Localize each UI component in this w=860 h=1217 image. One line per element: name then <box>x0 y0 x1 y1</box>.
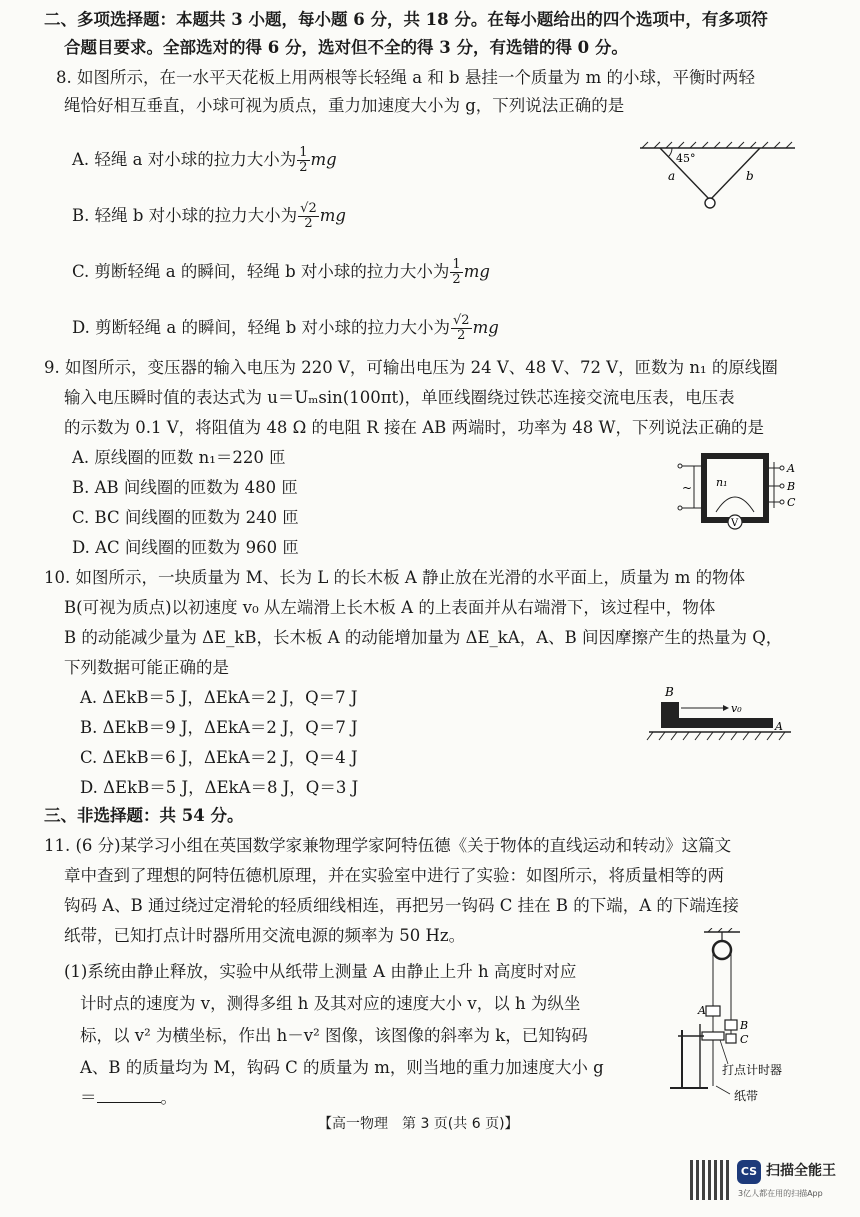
voltmeter-label: V <box>731 518 739 529</box>
angle-arc <box>668 148 672 157</box>
iron-core <box>704 456 766 520</box>
page-footer: 【高一物理 第 3 页(共 6 页)】 <box>318 1116 519 1132</box>
q11-stem-line4: 纸带，已知打点计时器所用交流电源的频率为 50 Hz。 <box>64 926 466 945</box>
q9-option-d: D. AC 间线圈的匝数为 960 匝 <box>72 538 299 557</box>
q9-option-b: B. AB 间线圈的匝数为 480 匝 <box>72 478 298 497</box>
answer-blank[interactable] <box>97 1088 161 1103</box>
camscanner-logo-icon: CS <box>737 1160 761 1184</box>
weight-a <box>706 1006 720 1016</box>
board-a <box>661 718 773 728</box>
q8-option-b: B. 轻绳 b 对小球的拉力大小为 $\frac{√2}{2}$ mg <box>72 201 346 231</box>
pulley <box>713 941 731 959</box>
q10-option-c: C. ΔEkB＝6 J，ΔEkA＝2 J，Q＝4 J <box>80 748 358 767</box>
q11-part1-line5: ＝ 。 <box>80 1088 177 1107</box>
section-3-heading: 三、非选择题：共 54 分。 <box>44 806 244 825</box>
board-a-label: A <box>775 720 783 733</box>
terminal-a: A <box>787 462 795 475</box>
q11-part1-line4: A、B 的质量均为 M，钩码 C 的质量为 m，则当地的重力加速度大小 g <box>80 1058 604 1077</box>
q9-stem-line2: 输入电压瞬时值的表达式为 u＝Uₘsin(100πt)，单匝线圈绕过铁芯连接交流电压表，电压表 <box>64 388 735 407</box>
section-2-heading-line1: 二、多项选择题：本题共 3 小题，每小题 6 分，共 18 分。在每小题给出的四个选项中，有多项符 <box>44 10 768 29</box>
weight-b <box>725 1020 737 1030</box>
q10-option-d: D. ΔEkB＝5 J，ΔEkA＝8 J，Q＝3 J <box>80 778 359 797</box>
block-b <box>661 702 679 718</box>
watermark-brand: 扫描全能王 <box>766 1163 836 1179</box>
q11-part1-line2: 计时点的速度为 v，测得多组 h 及其对应的速度大小 v，以 h 为纵坐 <box>80 994 581 1013</box>
ceiling-hatch <box>642 142 792 148</box>
q11-part1-line1: (1)系统由静止释放，实验中从纸带上测量 A 由静止上升 h 高度时对应 <box>64 962 577 981</box>
q10-stem-line3: B 的动能减少量为 ΔE_kB，长木板 A 的动能增加量为 ΔE_kA，A、B 间因摩擦产生的热量为 Q， <box>64 628 783 647</box>
q10-option-a: A. ΔEkB＝5 J，ΔEkA＝2 J，Q＝7 J <box>80 688 358 707</box>
q10-board-figure <box>645 682 795 744</box>
q11-stem-line1: 11. (6 分)某学习小组在英国数学家兼物理学家阿特伍德《关于物体的直线运动和转动》这篇文 <box>44 836 732 855</box>
q8-figure <box>630 140 800 220</box>
velocity-arrow-head <box>723 705 729 711</box>
angle-label: 45° <box>676 152 696 165</box>
block-b-label: B <box>665 685 674 699</box>
ball <box>705 198 715 208</box>
rope-a-label: a <box>668 169 676 183</box>
q9-stem-line3: 的示数为 0.1 V，将阻值为 48 Ω 的电阻 R 接在 AB 两端时，功率为 48 W，下列说法正确的是 <box>64 418 764 437</box>
q11-atwood-figure <box>660 928 810 1104</box>
single-turn-loop <box>716 497 754 512</box>
q8-option-c: C. 剪断轻绳 a 的瞬间，轻绳 b 对小球的拉力大小为 $\frac{1}{2}$ mg <box>72 257 490 287</box>
ac-symbol: ~ <box>682 481 693 495</box>
q9-transformer-figure <box>676 452 806 536</box>
timer-label: 打点计时器 <box>722 1063 783 1077</box>
q10-stem-line4: 下列数据可能正确的是 <box>64 658 229 677</box>
q10-stem-line2: B(可视为质点)以初速度 v₀ 从左端滑上长木板 A 的上表面并从右端滑下，该过程中，物体 <box>64 598 716 617</box>
terminal-b: B <box>787 480 796 493</box>
n1-label: n₁ <box>716 476 728 489</box>
q8-stem-line1: 8. 如图所示，在一水平天花板上用两根等长轻绳 a 和 b 悬挂一个质量为 m 的小球，平衡时两轻 <box>56 68 756 87</box>
terminal-c: C <box>787 496 796 509</box>
weight-a-label: A <box>698 1004 706 1017</box>
tape-label: 纸带 <box>734 1089 759 1103</box>
q8-stem-line2: 绳恰好相互垂直，小球可视为质点，重力加速度大小为 g，下列说法正确的是 <box>64 96 625 115</box>
section-2-heading-line2: 合题目要求。全部选对的得 6 分，选对但不全的得 3 分，有选错的得 0 分。 <box>64 38 628 57</box>
q9-option-c: C. BC 间线圈的匝数为 240 匝 <box>72 508 299 527</box>
qr-code-icon <box>690 1160 730 1200</box>
timer-body <box>702 1032 724 1040</box>
rope-b-label: b <box>746 169 754 183</box>
q11-stem-line3: 钩码 A、B 通过绕过定滑轮的轻质细线相连，再把另一钩码 C 挂在 B 的下端，A 的下端连接 <box>64 896 739 915</box>
ground-hatch <box>647 732 785 740</box>
q8-option-d: D. 剪断轻绳 a 的瞬间，轻绳 b 对小球的拉力大小为 $\frac{√2}{2}$ mg <box>72 313 499 343</box>
weight-c <box>726 1034 736 1043</box>
weight-c-label: C <box>740 1033 749 1046</box>
velocity-label: v₀ <box>731 702 742 715</box>
q9-stem-line1: 9. 如图所示，变压器的输入电压为 220 V，可输出电压为 24 V、48 V、72 V，匝数为 n₁ 的原线圈 <box>44 358 778 377</box>
q11-part1-line3: 标，以 v² 为横坐标，作出 h－v² 图像，该图像的斜率为 k，已知钩码 <box>80 1026 588 1045</box>
q10-option-b: B. ΔEkB＝9 J，ΔEkA＝2 J，Q＝7 J <box>80 718 358 737</box>
q9-option-a: A. 原线圈的匝数 n₁＝220 匝 <box>72 448 286 467</box>
q8-option-a: A. 轻绳 a 对小球的拉力大小为 $\frac{1}{2}$ mg <box>72 145 337 175</box>
q11-stem-line2: 章中查到了理想的阿特伍德机原理，并在实验室中进行了实验：如图所示，将质量相等的两 <box>64 866 724 885</box>
watermark-subtitle: 3亿人都在用的扫描App <box>738 1189 823 1198</box>
q10-stem-line1: 10. 如图所示，一块质量为 M、长为 L 的长木板 A 静止放在光滑的水平面上，质量为 m 的物体 <box>44 568 746 587</box>
weight-b-label: B <box>740 1019 749 1032</box>
